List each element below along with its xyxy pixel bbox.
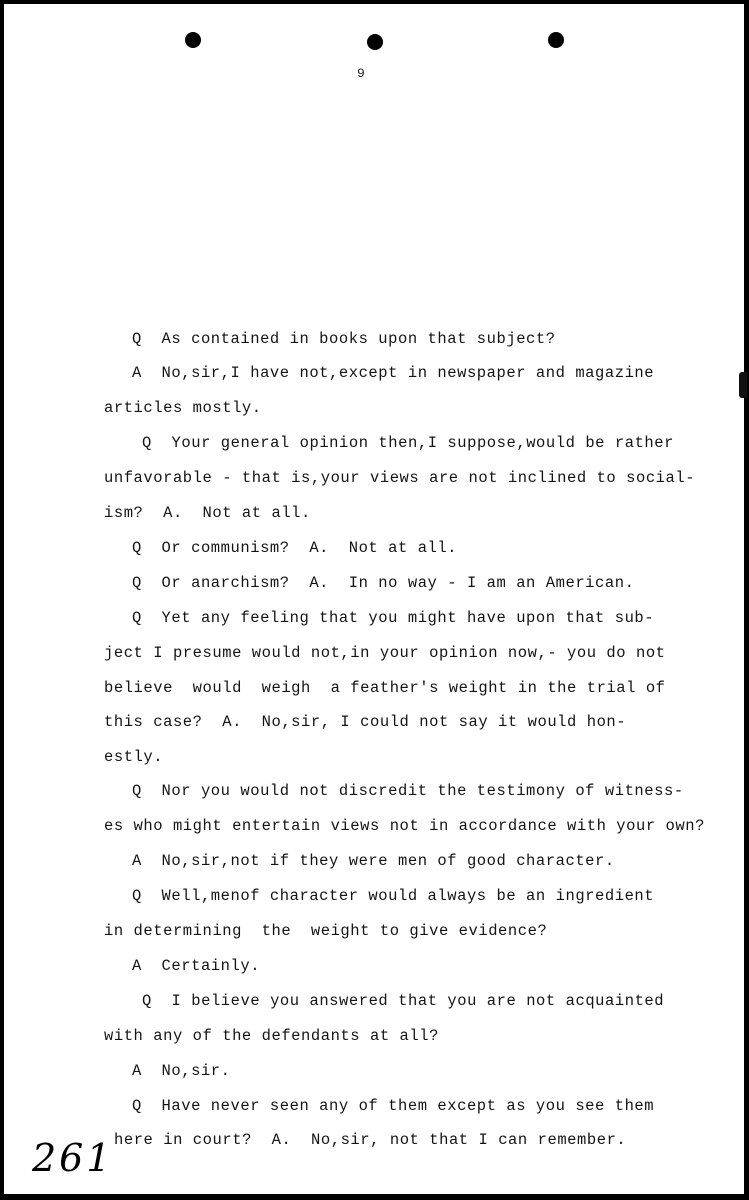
transcript-line: here in court? A. No,sir, not that I can remember. (114, 1131, 627, 1149)
transcript-line: ism? A. Not at all. (104, 504, 311, 522)
transcript-line: Q Or communism? A. Not at all. (132, 539, 458, 557)
punch-hole-center (367, 34, 383, 50)
scan-border-right (744, 0, 749, 1200)
transcript-line: unfavorable - that is,your views are not inclined to social- (104, 469, 696, 487)
page-number: 9 (357, 66, 365, 81)
transcript-line: Q Have never seen any of them except as you see them (132, 1097, 655, 1115)
transcript-line: A No,sir. (132, 1062, 231, 1080)
transcript-line: A No,sir,I have not,except in newspaper and magazine (132, 364, 655, 382)
transcript-line: es who might entertain views not in accordance with your own? (104, 817, 705, 835)
transcript-line: articles mostly. (104, 399, 262, 417)
transcript-line: A Certainly. (132, 957, 261, 975)
transcript-line: Q Well,menof character would always be an ingredient (132, 887, 655, 905)
transcript-line: Q Nor you would not discredit the testimony of witness- (132, 782, 684, 800)
scan-border-top (0, 0, 749, 4)
transcript-line: Q Yet any feeling that you might have upon that sub- (132, 609, 655, 627)
transcript-line: with any of the defendants at all? (104, 1027, 439, 1045)
scan-border-left (0, 0, 4, 1200)
transcript-line: believe would weigh a feather's weight in the trial of (104, 679, 666, 697)
punch-hole-left (185, 32, 201, 48)
handwritten-page-number: 261 (32, 1136, 114, 1180)
transcript-line: Q Your general opinion then,I suppose,would be rather (142, 434, 674, 452)
transcript-line: in determining the weight to give evidence? (104, 922, 548, 940)
transcript-line: A No,sir,not if they were men of good character. (132, 852, 615, 870)
transcript-line: this case? A. No,sir, I could not say it would hon- (104, 713, 627, 731)
binding-mark (739, 372, 747, 398)
punch-hole-right (548, 32, 564, 48)
transcript-line: Q As contained in books upon that subject? (132, 330, 556, 348)
transcript-line: Q Or anarchism? A. In no way - I am an American. (132, 574, 635, 592)
transcript-line: ject I presume would not,in your opinion now,- you do not (104, 644, 666, 662)
transcript-line: Q I believe you answered that you are not acquainted (142, 992, 665, 1010)
scan-border-bottom (0, 1194, 749, 1200)
transcript-line: estly. (104, 748, 164, 766)
